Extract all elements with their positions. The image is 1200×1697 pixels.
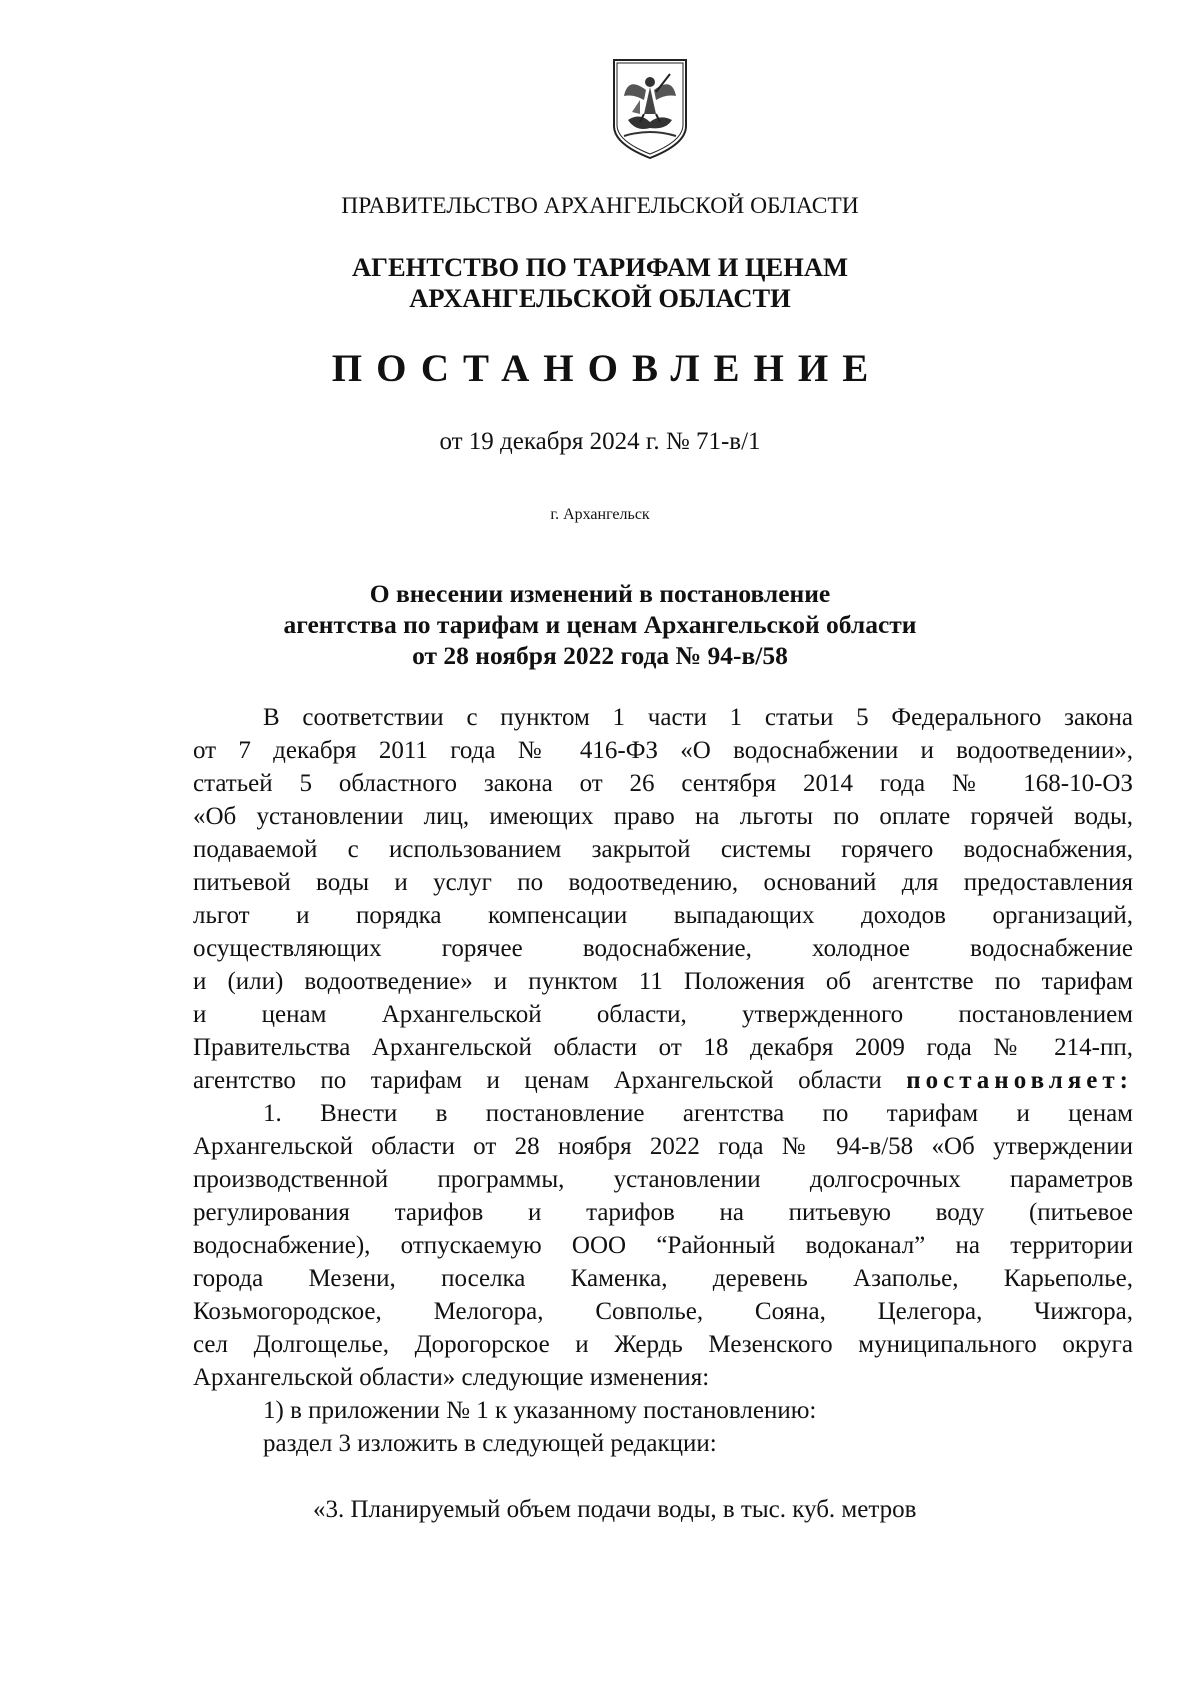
clause-1-line-final: Архангельской области» следующие изменения: (193, 1364, 710, 1391)
clause-1-line: сел Долгощелье, Дорогорское и Жердь Мезенского муниципального округа (193, 1331, 1133, 1358)
document-type: ПОСТАНОВЛЕНИЕ (331, 347, 883, 390)
body-line-final (193, 1066, 1133, 1096)
body-line: статьей 5 областного закона от 26 сентября 2014 года № 168-10-ОЗ (193, 770, 1133, 797)
clause-1-line: Козьмогородское, Мелогора, Совполье, Сояна, Целегора, Чижгора, (193, 1298, 1133, 1325)
document-date-number: от 19 декабря 2024 г. № 71-в/1 (439, 428, 761, 455)
clause-1-line: регулирования тарифов и тарифов на питьевую воду (питьевое (193, 1199, 1133, 1226)
document-city: г. Архангельск (550, 506, 650, 523)
coat-of-arms-icon (610, 56, 690, 160)
body-line: и (или) водоотведение» и пунктом 11 Положения об агентстве по тарифам (193, 968, 1133, 995)
agency-name-line1: АГЕНТСТВО ПО ТАРИФАМ И ЦЕНАМ (352, 252, 848, 282)
resolves-word: постановляет: (906, 1067, 1133, 1094)
body-line: «Об установлении лиц, имеющих право на льготы по оплате горячей воды, (193, 803, 1133, 830)
subitem-text: раздел 3 изложить в следующей редакции: (263, 1430, 717, 1457)
body-line: осуществляющих горячее водоснабжение, холодное водоснабжение (193, 935, 1133, 962)
body-line: от 7 декабря 2011 года № 416-ФЗ «О водоснабжении и водоотведении», (193, 737, 1133, 764)
clause-1-line: водоснабжение), отпускаемую ООО “Районный водоканал” на территории (193, 1232, 1133, 1259)
subject-line1: О внесении изменений в постановление (369, 579, 831, 608)
body-line: льгот и порядка компенсации выпадающих доходов организаций, (193, 902, 1133, 929)
government-name: ПРАВИТЕЛЬСТВО АРХАНГЕЛЬСКОЙ ОБЛАСТИ (341, 193, 859, 219)
subitem-1: 1) в приложении № 1 к указанному постановлению: (263, 1397, 817, 1424)
subject-line3: от 28 ноября 2022 года № 94-в/58 (412, 641, 788, 670)
body-line: питьевой воды и услуг по водоотведению, оснований для предоставления (193, 869, 1133, 896)
body-line: и ценам Архангельской области, утвержденного постановлением (193, 1001, 1133, 1028)
body-line: Правительства Архангельской области от 18 декабря 2009 года № 214-пп, (193, 1034, 1133, 1061)
clause-1-line: города Мезени, поселка Каменка, деревень Азаполье, Карьеполье, (193, 1265, 1133, 1292)
subject-line2: агентства по тарифам и ценам Архангельской области (283, 610, 917, 639)
agency-name (0, 252, 1200, 314)
agency-name-line2: АРХАНГЕЛЬСКОЙ ОБЛАСТИ (409, 283, 791, 313)
clause-1-line: производственной программы, установлении долгосрочных параметров (193, 1166, 1133, 1193)
body-line: В соответствии с пунктом 1 части 1 статьи 5 Федерального закона (263, 704, 1133, 731)
body-line: подаваемой с использованием закрытой системы горячего водоснабжения, (193, 836, 1133, 863)
section-3-title: «3. Планируемый объем подачи воды, в тыс. куб. метров (313, 1496, 917, 1523)
clause-1-line: 1. Внести в постановление агентства по тарифам и ценам (263, 1100, 1133, 1127)
body-line-text: агентство по тарифам и ценам Архангельской области (193, 1067, 907, 1094)
document-subject (0, 578, 1200, 671)
clause-1-line: Архангельской области от 28 ноября 2022 года № 94-в/58 «Об утверждении (193, 1133, 1133, 1160)
